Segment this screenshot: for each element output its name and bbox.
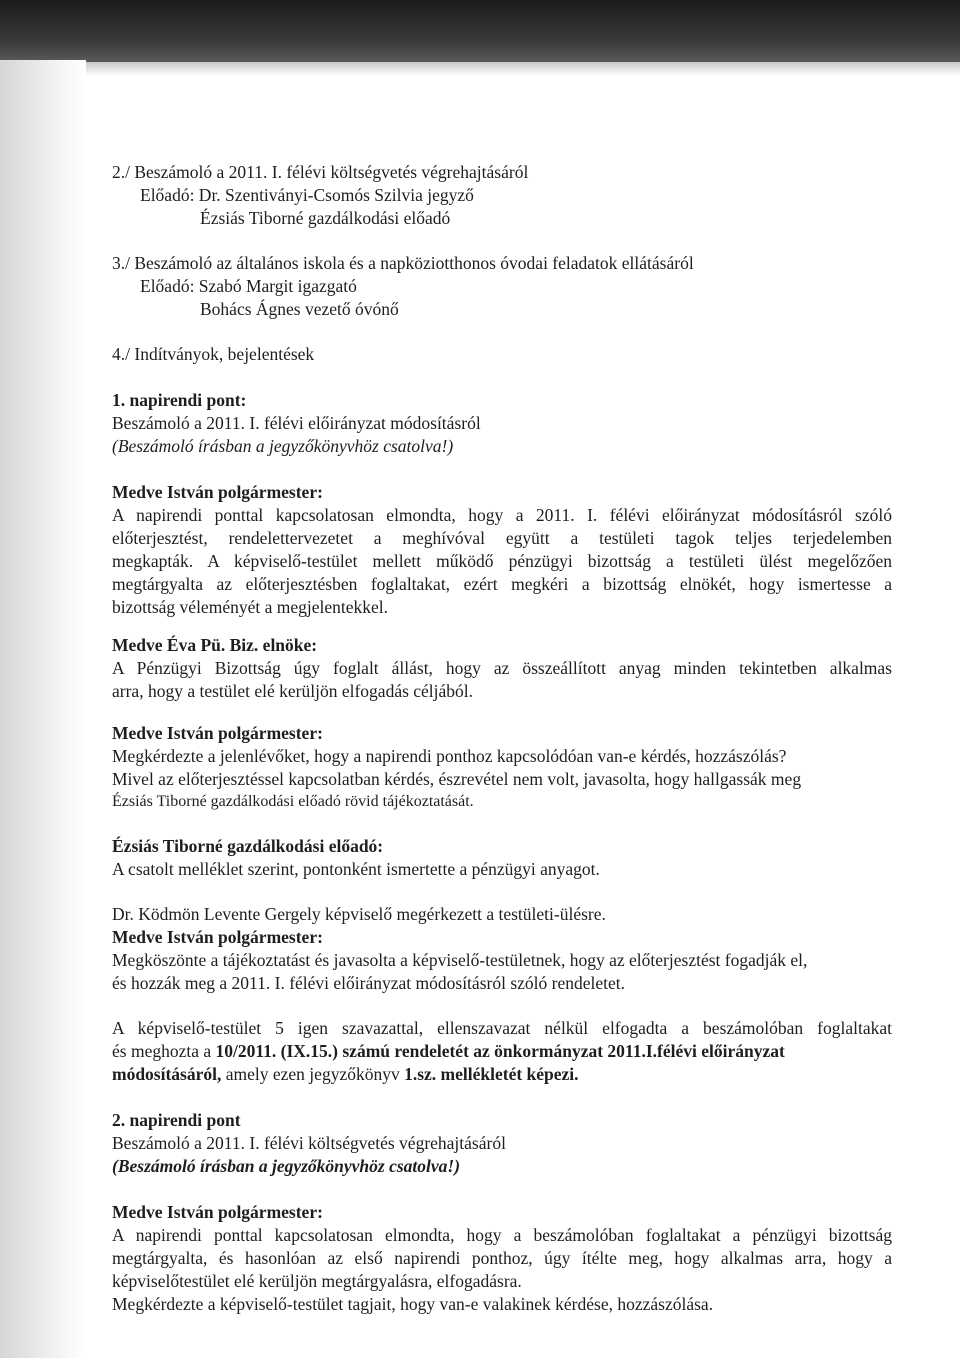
section-1-p4-line-1: A csatolt melléklet szerint, pontonként ismertette a pénzügyi anyagot. <box>112 859 600 879</box>
section-1-p1-line-3: megkapták. A képviselő-testület mellett működő pénzügyi bizottság a testületi ülést megelőzően <box>112 551 892 571</box>
section-1-p1-line-2: előterjesztést, rendelettervezetet a meghívóval együtt a testületi tagok teljes terjedelemben <box>112 528 892 548</box>
agenda-item-3-title: 3./ Beszámoló az általános iskola és a napköziotthonos óvodai feladatok ellátásáról <box>112 253 694 273</box>
section-1-p6-line-1: Megköszönte a tájékoztatást és javasolta a képviselő-testületnek, hogy az előterjesztést fogadják el, <box>112 950 808 970</box>
agenda-item-3-presenter-2: Bohács Ágnes vezető óvónő <box>200 299 399 319</box>
section-1-p3-line-3: Ézsiás Tiborné gazdálkodási előadó rövid tájékoztatását. <box>112 793 474 810</box>
section-1-subject: Beszámoló a 2011. I. félévi előirányzat módosításról <box>112 413 481 433</box>
section-1-speaker-mayor: Medve István polgármester: <box>112 482 323 502</box>
section-1-speaker-finance-officer: Ézsiás Tiborné gazdálkodási előadó: <box>112 836 384 856</box>
agenda-item-2-title: 2./ Beszámoló a 2011. I. félévi költségvetés végrehajtásáról <box>112 162 529 182</box>
section-2-speaker-mayor: Medve István polgármester: <box>112 1202 323 1222</box>
section-1-speaker-mayor-3: Medve István polgármester: <box>112 927 323 947</box>
agenda-item-2-presenter-1: Előadó: Dr. Szentiványi-Csomós Szilvia jegyző <box>140 185 474 205</box>
section-1-note: (Beszámoló írásban a jegyzőkönyvhöz csatolva!) <box>112 436 454 456</box>
section-1-p1-line-5: bizottság véleményét a megjelentekkel. <box>112 597 389 617</box>
p7-line-3-bold-start: módosításáról, <box>112 1064 222 1084</box>
p7-line-2-plain: és meghozta a <box>112 1041 216 1061</box>
p7-line-3-plain: amely ezen jegyzőkönyv <box>221 1064 405 1084</box>
section-2-heading: 2. napirendi pont <box>112 1110 241 1130</box>
p7-line-2-decree: 10/2011. (IX.15.) számú rendeletét az önkormányzat 2011.I.félévi előirányzat <box>215 1041 785 1061</box>
section-1-p7-line-1: A képviselő-testület 5 igen szavazattal, ellenszavazat nélkül elfogadta a beszámolóban foglaltakat <box>112 1018 892 1038</box>
section-1-p1-line-1: A napirendi ponttal kapcsolatosan elmondta, hogy a 2011. I. félévi előirányzat módosításról szóló <box>112 505 892 525</box>
p7-line-3-annex: 1.sz. mellékletét képezi. <box>404 1064 579 1084</box>
section-2-p2-line-1: Megkérdezte a képviselő-testület tagjait, hogy van-e valakinek kérdése, hozzászólása. <box>112 1294 714 1314</box>
section-1-p3-line-1: Megkérdezte a jelenlévőket, hogy a napirendi ponthoz kapcsolódóan van-e kérdés, hozzászólás? <box>112 746 787 766</box>
section-1-p5-line-1: Dr. Ködmön Levente Gergely képviselő megérkezett a testületi-ülésre. <box>112 904 606 924</box>
section-1-p1-line-4: megtárgyalta az előterjesztésben foglaltakat, ezért megkéri a bizottság elnökét, hogy ismertesse a <box>112 574 892 594</box>
section-1-p7-line-2 <box>112 1040 892 1062</box>
agenda-item-2-presenter-2: Ézsiás Tiborné gazdálkodási előadó <box>200 208 451 228</box>
section-2-p1-line-3: képviselőtestület elé kerüljön megtárgyalásra, elfogadásra. <box>112 1271 522 1291</box>
section-2-p1-line-2: megtárgyalta, és hasonlóan az első napirendi ponthoz, úgy ítélte meg, hogy alkalmas arra, hogy a <box>112 1248 892 1268</box>
section-2-note: (Beszámoló írásban a jegyzőkönyvhöz csatolva!) <box>112 1156 461 1176</box>
agenda-item-3-presenter-1: Előadó: Szabó Margit igazgató <box>140 276 357 296</box>
section-1-p3-line-2: Mivel az előterjesztéssel kapcsolatban kérdés, észrevétel nem volt, javasolta, hogy hallgassák meg <box>112 769 802 789</box>
section-1-speaker-committee-chair: Medve Éva Pü. Biz. elnöke: <box>112 635 318 655</box>
section-1-p7-line-3 <box>112 1063 892 1085</box>
section-2-p1-line-1: A napirendi ponttal kapcsolatosan elmondta, hogy a beszámolóban foglaltakat a pénzügyi bizottság <box>112 1225 892 1245</box>
section-1-p6-line-2: és hozzák meg a 2011. I. félévi előirányzat módosításról szóló rendeletet. <box>112 973 625 993</box>
section-1-heading: 1. napirendi pont: <box>112 390 247 410</box>
agenda-item-4-title: 4./ Indítványok, bejelentések <box>112 344 315 364</box>
section-2-subject: Beszámoló a 2011. I. félévi költségvetés végrehajtásáról <box>112 1133 506 1153</box>
section-1-p2-line-2: arra, hogy a testület elé kerüljön elfogadás céljából. <box>112 681 474 701</box>
section-1-p2-line-1: A Pénzügyi Bizottság úgy foglalt állást, hogy az összeállított anyag minden tekintetben alkalmas <box>112 658 892 678</box>
section-1-speaker-mayor-2: Medve István polgármester: <box>112 723 323 743</box>
